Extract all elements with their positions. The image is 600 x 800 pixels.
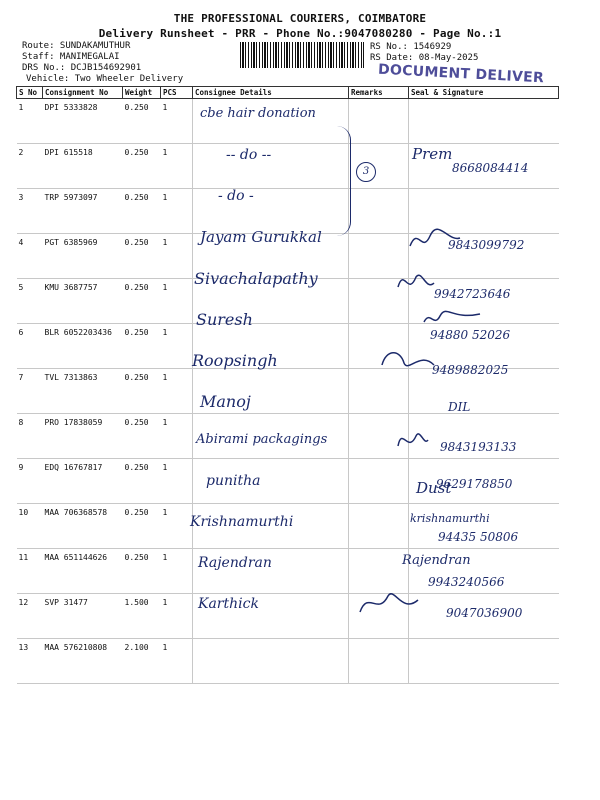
table-row (17, 639, 559, 684)
pcs-value: 1 (161, 549, 193, 594)
consignment-number: DPI 615518 (43, 144, 123, 189)
row-sno: 11 (17, 549, 43, 594)
handwritten-consignee: Jayam Gurukkal (200, 228, 322, 247)
row-sno: 4 (17, 234, 43, 279)
row-sno: 8 (17, 414, 43, 459)
remarks-cell (349, 459, 409, 504)
col-consignment: Consignment No (43, 87, 123, 99)
row-sno: 6 (17, 324, 43, 369)
signature-scribble (396, 267, 466, 301)
handwritten-phone: 9943240566 (428, 574, 505, 589)
handwritten-consignee: Rajendran (198, 554, 272, 571)
barcode (240, 42, 364, 68)
pcs-value: 1 (161, 504, 193, 549)
row-sno: 1 (17, 99, 43, 144)
handwritten-phone: 9843193133 (440, 440, 517, 455)
weight-value: 0.250 (123, 549, 161, 594)
handwritten-phone: 8668084414 (452, 160, 529, 175)
staff-label: Staff: MANIMEGALAI (22, 52, 120, 62)
handwritten-signature-name: krishnamurthi (410, 512, 490, 525)
circled-count: 3 (356, 162, 376, 182)
col-remarks: Remarks (349, 87, 409, 99)
consignment-number: PGT 6385969 (43, 234, 123, 279)
pcs-value: 1 (161, 189, 193, 234)
handwritten-phone: 9942723646 (434, 287, 511, 302)
handwritten-consignee: Roopsingh (192, 350, 278, 370)
handwritten-consignee: -- do -- (226, 146, 272, 163)
signature-scribble (394, 426, 464, 460)
row-sno: 7 (17, 369, 43, 414)
handwritten-phone: 9843099792 (448, 238, 525, 253)
col-consignee: Consignee Details (193, 87, 349, 99)
handwritten-consignee: Sivachalapathy (194, 269, 318, 289)
handwritten-phone: DIL (448, 399, 471, 414)
rs-number: RS No.: 1546929 (370, 42, 452, 52)
handwritten-phone: 9047036900 (446, 605, 523, 620)
weight-value: 0.250 (123, 369, 161, 414)
signature-cell (409, 639, 559, 684)
rs-date: RS Date: 08-May-2025 (370, 53, 479, 63)
row-sno: 5 (17, 279, 43, 324)
pcs-value: 1 (161, 144, 193, 189)
handwritten-consignee: Manoj (200, 391, 251, 411)
pcs-value: 1 (161, 639, 193, 684)
consignee-cell (193, 639, 349, 684)
consignment-number: TRP 5973097 (43, 189, 123, 234)
consignment-number: SVP 31477 (43, 594, 123, 639)
remarks-cell (349, 189, 409, 234)
consignment-number: BLR 6052203436 (43, 324, 123, 369)
pcs-value: 1 (161, 594, 193, 639)
signature-scribble (358, 586, 428, 620)
weight-value: 0.250 (123, 99, 161, 144)
remarks-cell (349, 639, 409, 684)
handwritten-consignee: cbe hair donation (200, 106, 316, 121)
document-delivered-stamp: DOCUMENT DELIVER (377, 61, 545, 87)
row-sno: 2 (17, 144, 43, 189)
weight-value: 0.250 (123, 144, 161, 189)
col-weight: Weight (123, 87, 161, 99)
weight-value: 0.250 (123, 459, 161, 504)
handwritten-consignee: - do - (218, 187, 254, 204)
handwritten-consignee: Abirami packagings (196, 432, 328, 448)
handwritten-signature-name: Dust (416, 479, 452, 498)
consignment-number: EDQ 16767817 (43, 459, 123, 504)
runsheet-table (16, 86, 559, 684)
handwritten-signature-name: Prem (412, 144, 453, 163)
pcs-value: 1 (161, 414, 193, 459)
row-sno: 12 (17, 594, 43, 639)
signature-scribble (408, 224, 478, 258)
remarks-cell (349, 504, 409, 549)
weight-value: 0.250 (123, 234, 161, 279)
vehicle-label: Vehicle: Two Wheeler Delivery (26, 74, 184, 84)
row-sno: 3 (17, 189, 43, 234)
drs-number: DRS No.: DCJB154692901 (22, 63, 142, 73)
consignment-number: MAA 576210808 (43, 639, 123, 684)
handwritten-consignee: Karthick (198, 595, 259, 612)
handwritten-consignee: Suresh (196, 310, 253, 329)
row-sno: 10 (17, 504, 43, 549)
consignment-number: PRO 17838059 (43, 414, 123, 459)
handwritten-signature-name: Rajendran (402, 552, 471, 568)
pcs-value: 1 (161, 99, 193, 144)
col-seal-signature: Seal & Signature (409, 87, 559, 99)
handwritten-consignee: Krishnamurthi (190, 514, 294, 530)
pcs-value: 1 (161, 369, 193, 414)
signature-cell (409, 99, 559, 144)
handwritten-consignee: punitha (206, 473, 261, 490)
remarks-cell (349, 99, 409, 144)
route-label: Route: SUNDAKAMUTHUR (22, 41, 131, 51)
consignee-cell (193, 189, 349, 234)
consignment-number: MAA 706368578 (43, 504, 123, 549)
weight-value: 1.500 (123, 594, 161, 639)
handwritten-phone: 9489882025 (432, 362, 509, 377)
signature-scribble (420, 304, 490, 338)
weight-value: 2.100 (123, 639, 161, 684)
pcs-value: 1 (161, 234, 193, 279)
handwritten-phone: 94880 52026 (430, 328, 511, 342)
col-sno: S No (17, 87, 43, 99)
runsheet-subtitle: Delivery Runsheet - PRR - Phone No.:9047080280 - Page No.:1 (98, 27, 502, 40)
row-sno: 13 (17, 639, 43, 684)
handwritten-phone: 94435 50806 (438, 530, 519, 544)
weight-value: 0.250 (123, 279, 161, 324)
weight-value: 0.250 (123, 414, 161, 459)
table-header-row (17, 87, 559, 99)
company-title: THE PROFESSIONAL COURIERS, COIMBATORE (173, 12, 427, 25)
col-pcs: PCS (161, 87, 193, 99)
row-sno: 9 (17, 459, 43, 504)
handwritten-phone: 9629178850 (436, 477, 513, 492)
grouping-brace (330, 126, 351, 236)
signature-scribble (380, 347, 450, 381)
weight-value: 0.250 (123, 189, 161, 234)
consignment-number: MAA 651144626 (43, 549, 123, 594)
weight-value: 0.250 (123, 504, 161, 549)
weight-value: 0.250 (123, 324, 161, 369)
consignment-number: DPI 5333828 (43, 99, 123, 144)
consignment-number: KMU 3687757 (43, 279, 123, 324)
pcs-value: 1 (161, 459, 193, 504)
pcs-value: 1 (161, 279, 193, 324)
consignment-number: TVL 7313863 (43, 369, 123, 414)
pcs-value: 1 (161, 324, 193, 369)
